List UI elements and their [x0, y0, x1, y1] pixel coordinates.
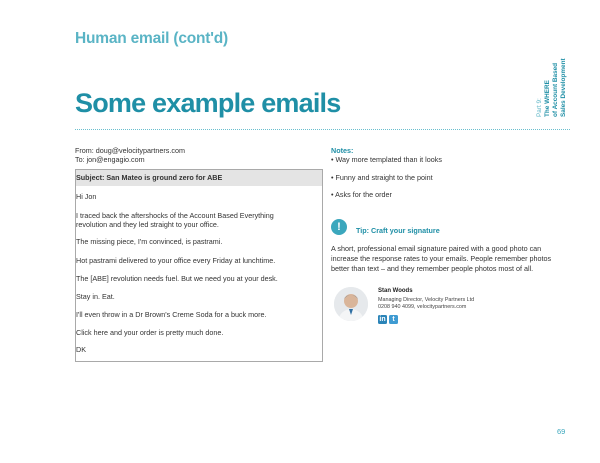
note-item: • Asks for the order	[331, 190, 392, 199]
email-line: Hot pastrami delivered to your office every Friday at lunchtime.	[76, 256, 276, 265]
page-number: 69	[557, 427, 566, 436]
email-subject-text: Subject: San Mateo is ground zero for ABE	[76, 173, 223, 182]
notes-heading: Notes:	[331, 146, 354, 155]
page-title: Some example emails	[75, 88, 341, 118]
side-part: Part 9:	[536, 98, 543, 117]
email-line: I'll even throw in a Dr Brown's Creme Soda for a buck more.	[76, 310, 267, 319]
signature-contact: 0208 940 4099, velocitypartners.com	[378, 304, 467, 310]
note-text: Way more templated than it looks	[335, 155, 442, 164]
email-line: Click here and your order is pretty much done.	[76, 328, 224, 337]
email-from: From: doug@velocitypartners.com	[75, 146, 185, 155]
email-line: Hi Jon	[76, 192, 97, 201]
signature-role: Managing Director, Velocity Partners Ltd	[378, 297, 475, 303]
note-text: Funny and straight to the point	[335, 173, 433, 182]
note-text: Asks for the order	[335, 190, 392, 199]
email-to: To: jon@engagio.com	[75, 155, 145, 164]
dotted-divider	[75, 129, 570, 130]
email-line: Stay in. Eat.	[76, 292, 115, 301]
avatar	[334, 287, 368, 321]
side-line3: Sales Development	[560, 58, 567, 117]
tip-title: Tip: Craft your signature	[356, 226, 440, 235]
exclamation-icon: !	[331, 219, 347, 235]
side-line2: of Account Based	[552, 62, 559, 117]
twitter-icon[interactable]: t	[389, 315, 398, 324]
email-box	[75, 169, 323, 362]
tip-body: A short, professional email signature paired with a good photo can increase the response rates to your emails. People remember photos better than text – and they remember people photos most of all.	[331, 244, 552, 273]
email-subject	[76, 170, 322, 186]
side-line1: The WHERE	[544, 80, 551, 117]
part-side-label	[531, 49, 575, 119]
linkedin-icon[interactable]: in	[379, 316, 386, 323]
email-line: I traced back the aftershocks of the Account Based Everything	[76, 211, 274, 220]
email-line: The missing piece, I'm convinced, is pastrami.	[76, 237, 223, 246]
person-photo-icon	[334, 287, 368, 321]
email-line: DK	[76, 345, 86, 354]
note-item: • Way more templated than it looks	[331, 155, 442, 164]
signature-name: Stan Woods	[378, 288, 413, 294]
note-item: • Funny and straight to the point	[331, 173, 433, 182]
email-line: The [ABE] revolution needs fuel. But we need you at your desk.	[76, 274, 278, 283]
section-title: Human email (cont'd)	[75, 30, 228, 47]
email-line: revolution and they led straight to your office.	[76, 220, 219, 229]
